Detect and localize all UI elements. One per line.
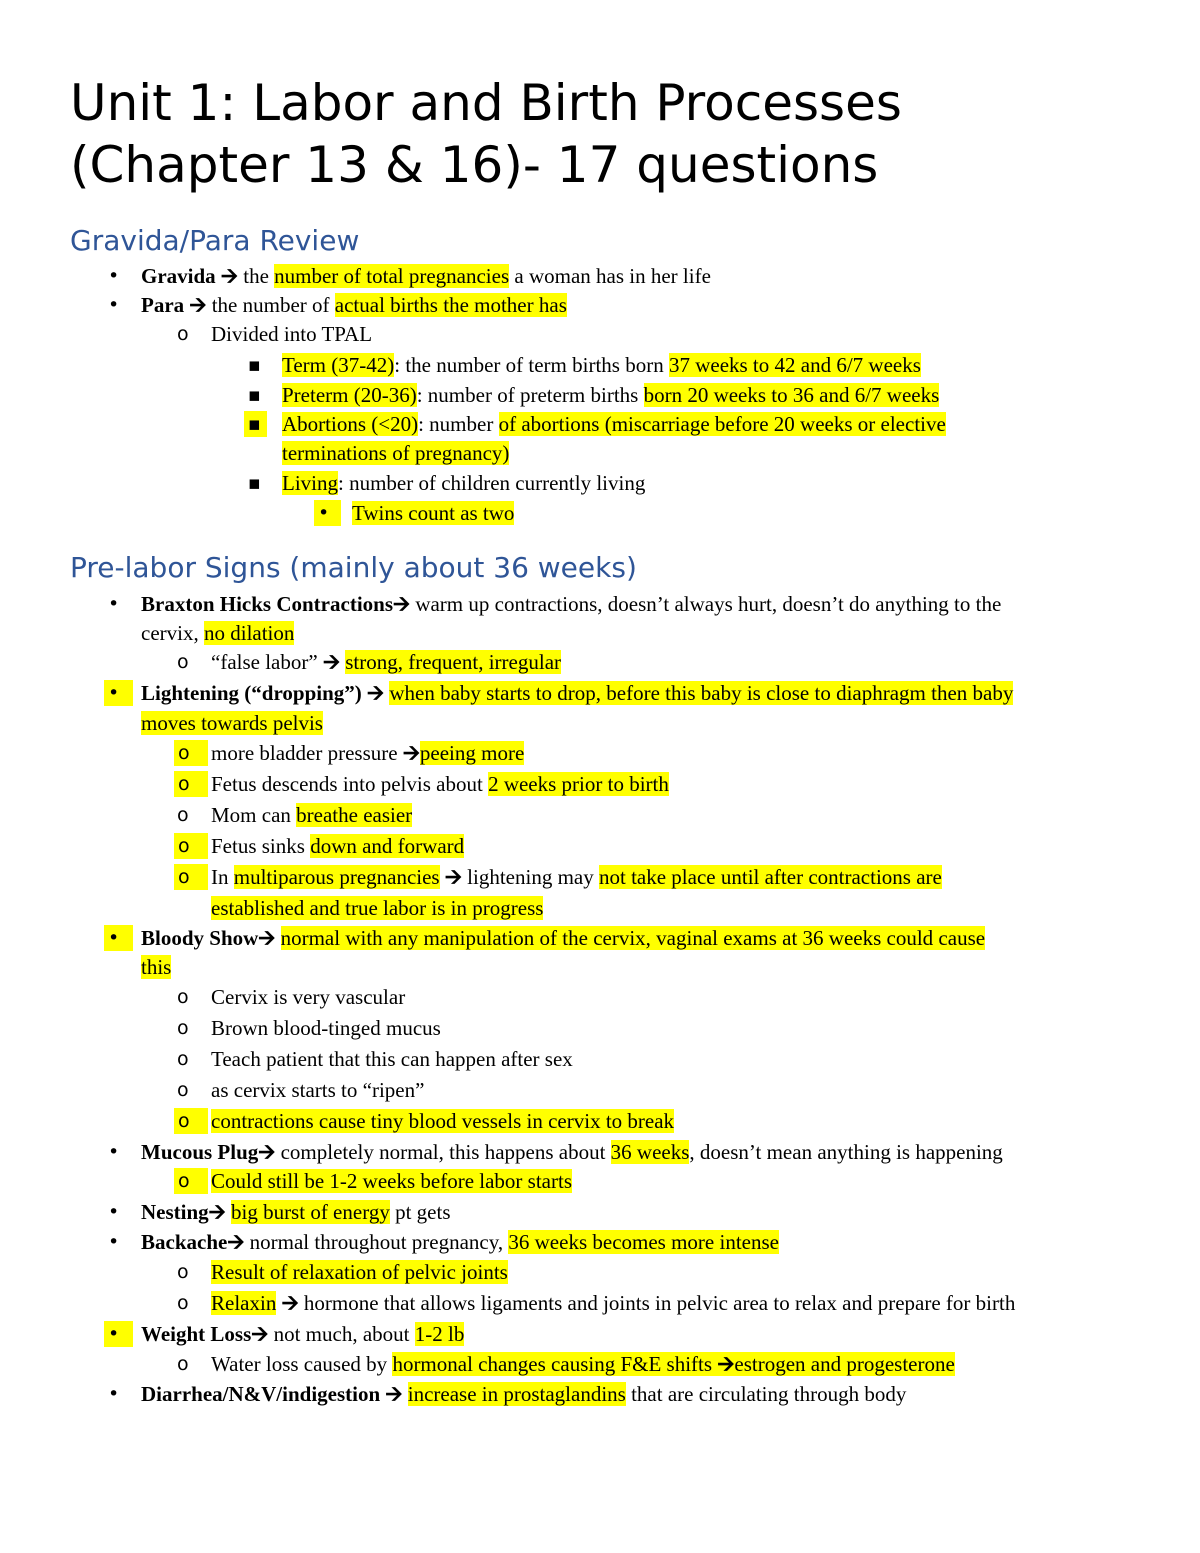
- list-item: Abortions (<20): number of abortions (miscarriage before 20 weeks or elective: [282, 412, 946, 436]
- circle-marker: o: [177, 986, 189, 1008]
- list-item: Fetus sinks down and forward: [211, 834, 465, 858]
- circle-marker: o: [177, 1292, 189, 1314]
- circle-marker: o: [177, 1079, 189, 1101]
- list-item: Cervix is very vascular: [211, 985, 406, 1009]
- list-item: Lightening (“dropping”) 🡪 when baby starts to drop, before this baby is close to diaphragm then baby: [141, 681, 1014, 705]
- list-item-continuation: cervix, no dilation: [141, 621, 295, 645]
- section-heading-gravida-para: Gravida/Para Review: [70, 224, 360, 257]
- list-item: as cervix starts to “ripen”: [211, 1078, 425, 1102]
- circle-marker: o: [174, 833, 208, 859]
- list-item: Diarrhea/N&V/indigestion 🡪 increase in prostaglandins that are circulating through body: [141, 1382, 907, 1406]
- bullet-marker: •: [104, 680, 133, 706]
- circle-marker: o: [174, 864, 208, 890]
- bullet-marker: •: [108, 294, 120, 316]
- bullet-marker: •: [104, 925, 133, 951]
- circle-marker: o: [177, 1048, 189, 1070]
- circle-marker: o: [177, 651, 189, 673]
- circle-marker: o: [174, 1108, 208, 1134]
- list-item: Backache🡪 normal throughout pregnancy, 36 weeks becomes more intense: [141, 1230, 779, 1254]
- list-item: Brown blood-tinged mucus: [211, 1016, 441, 1040]
- list-item: Result of relaxation of pelvic joints: [211, 1260, 508, 1284]
- list-item: Gravida 🡪 the number of total pregnancies a woman has in her life: [141, 264, 711, 288]
- circle-marker: o: [177, 1017, 189, 1039]
- bullet-marker: •: [108, 1141, 120, 1163]
- list-item: Divided into TPAL: [211, 322, 373, 346]
- bullet-marker: •: [314, 500, 341, 526]
- circle-marker: o: [177, 323, 189, 345]
- list-item: Water loss caused by hormonal changes causing F&E shifts 🡪estrogen and progesterone: [211, 1352, 955, 1376]
- list-item-continuation: this: [141, 955, 172, 979]
- title-line-2: (Chapter 13 & 16)- 17 questions: [70, 136, 879, 194]
- square-marker: ▪: [248, 384, 261, 406]
- list-item-continuation: established and true labor is in progress: [211, 896, 544, 920]
- list-item: Twins count as two: [352, 501, 515, 525]
- section-heading-prelabor-signs: Pre-labor Signs (mainly about 36 weeks): [70, 551, 637, 584]
- list-item: more bladder pressure 🡪peeing more: [211, 741, 525, 765]
- bullet-marker: •: [108, 593, 120, 615]
- list-item: Braxton Hicks Contractions🡪 warm up contractions, doesn’t always hurt, doesn’t do anything to the: [141, 592, 1002, 616]
- list-item: Living: number of children currently living: [282, 471, 646, 495]
- list-item: contractions cause tiny blood vessels in cervix to break: [211, 1109, 675, 1133]
- list-item: Weight Loss🡪 not much, about 1-2 lb: [141, 1322, 465, 1346]
- list-item: Mucous Plug🡪 completely normal, this happens about 36 weeks, doesn’t mean anything is happening: [141, 1140, 1003, 1164]
- circle-marker: o: [177, 1261, 189, 1283]
- list-item: Mom can breathe easier: [211, 803, 413, 827]
- bullet-marker: •: [108, 265, 120, 287]
- list-item: Para 🡪 the number of actual births the mother has: [141, 293, 567, 317]
- circle-marker: o: [174, 771, 208, 797]
- circle-marker: o: [177, 804, 189, 826]
- page-title: [70, 72, 902, 196]
- list-item: Relaxin 🡪 hormone that allows ligaments and joints in pelvic area to relax and prepare for birth: [211, 1291, 1016, 1315]
- bullet-marker: •: [108, 1231, 120, 1253]
- square-marker: ▪: [244, 411, 267, 437]
- list-item: In multiparous pregnancies 🡪 lightening may not take place until after contractions are: [211, 865, 942, 889]
- bullet-marker: •: [108, 1201, 120, 1223]
- list-item-continuation: moves towards pelvis: [141, 711, 323, 735]
- list-item: “false labor” 🡪 strong, frequent, irregular: [211, 650, 562, 674]
- square-marker: ▪: [248, 354, 261, 376]
- bullet-marker: •: [104, 1321, 133, 1347]
- list-item: Fetus descends into pelvis about 2 weeks prior to birth: [211, 772, 669, 796]
- circle-marker: o: [177, 1353, 189, 1375]
- circle-marker: o: [174, 1168, 208, 1194]
- square-marker: ▪: [248, 472, 261, 494]
- list-item: Teach patient that this can happen after sex: [211, 1047, 573, 1071]
- list-item: Term (37-42): the number of term births born 37 weeks to 42 and 6/7 weeks: [282, 353, 921, 377]
- list-item: Could still be 1-2 weeks before labor starts: [211, 1169, 572, 1193]
- circle-marker: o: [174, 740, 208, 766]
- list-item: Preterm (20-36): number of preterm births born 20 weeks to 36 and 6/7 weeks: [282, 383, 940, 407]
- bullet-marker: •: [108, 1383, 120, 1405]
- list-item-continuation: terminations of pregnancy): [282, 441, 510, 465]
- list-item: Bloody Show🡪 normal with any manipulation of the cervix, vaginal exams at 36 weeks could cause: [141, 926, 986, 950]
- title-line-1: Unit 1: Labor and Birth Processes: [70, 74, 902, 132]
- list-item: Nesting🡪 big burst of energy pt gets: [141, 1200, 451, 1224]
